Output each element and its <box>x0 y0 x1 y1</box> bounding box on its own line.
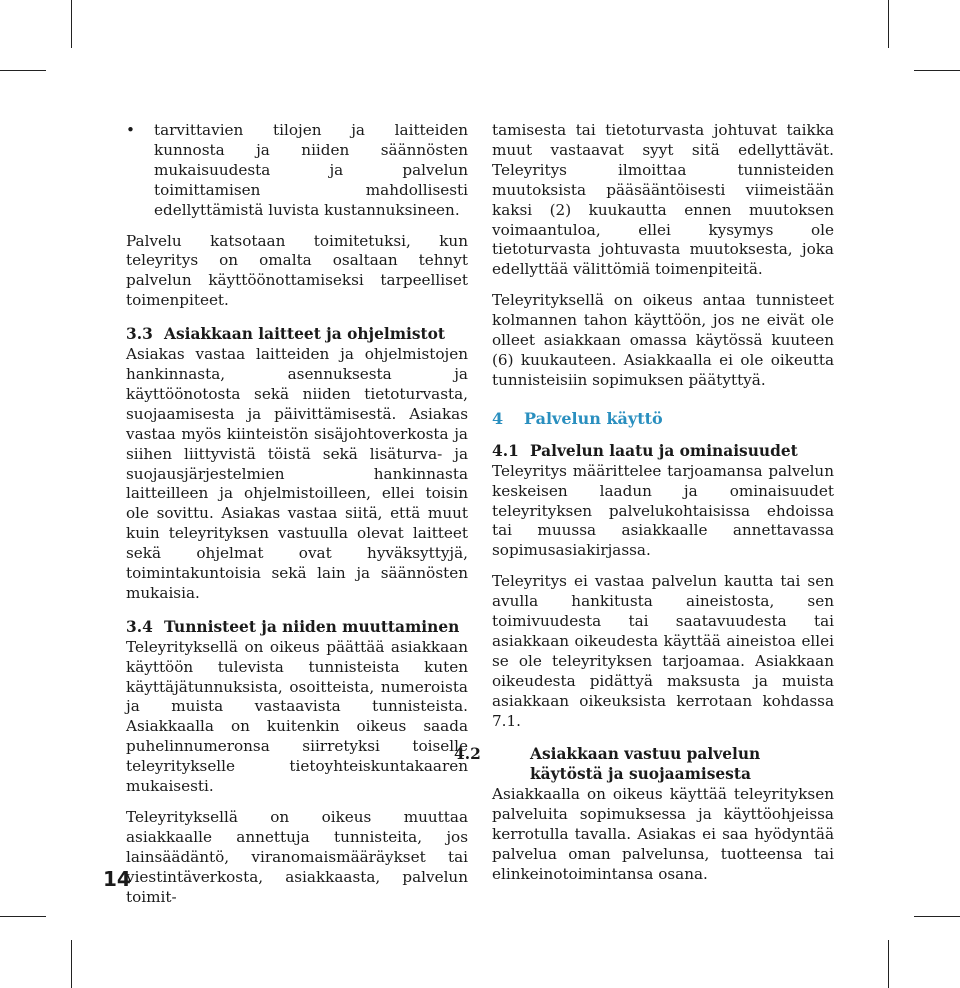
section-title: Palvelun käyttö <box>524 408 663 428</box>
section-heading-4-2 <box>454 745 834 785</box>
section-title: Asiakkaan vastuu palvelun käytöstä ja suojaamisesta <box>530 745 761 784</box>
crop-mark <box>888 0 889 48</box>
crop-mark <box>914 916 960 917</box>
crop-mark <box>71 0 72 48</box>
paragraph: Asiakas vastaa laitteiden ja ohjelmistojen hankinnasta, asennuksesta ja käyttöönotosta sekä niiden tietoturvasta, suojaamisesta ja päivittämisestä. Asiakas vastaa myös kiinteistön sisäjohtoverkosta ja siihen liittyvistä töistä sekä lisäturva- ja suojausjärjestelmien hankinnasta laitteilleen ja ohjelmistoilleen, ellei toisin ole sovittu. Asiakas vastaa siitä, että muut kuin teleyrityksen vastuulla olevat laitteet sekä ohjelmat ovat hyväksyttyjä, toimintakuntoisia sekä lain ja säännösten mukaisia. <box>126 345 468 602</box>
bullet-text: tarvittavien tilojen ja laitteiden kunnosta ja niiden säännösten mukaisuudesta ja palvelun toimittamisen mahdollisesti edellyttämistä luvista kustannuksineen. <box>154 121 468 219</box>
section-heading-4 <box>492 409 834 429</box>
section-title: Tunnisteet ja niiden muuttaminen <box>164 617 460 636</box>
section-number: 4.2 <box>454 745 481 764</box>
paragraph: Palvelu katsotaan toimitetuksi, kun teleyritys on omalta osaltaan tehnyt palvelun käyttöönottamiseksi tarpeelliset toimenpiteet. <box>126 231 468 310</box>
right-column <box>454 121 834 885</box>
paragraph: tamisesta tai tietoturvasta johtuvat taikka muut vastaavat syyt sitä edellyttävät. Teleyritys ilmoittaa tunnisteiden muutoksista pääsääntöisesti viimeistään kaksi (2) kuukautta ennen muutoksen voimaantuloa, ellei kysymys ole tietoturvasta johtuvasta muutoksesta, joka edellyttää välittömiä toimenpiteitä. <box>492 121 834 279</box>
section-heading-4-1 <box>492 442 834 462</box>
section-number: 3.3 <box>126 325 153 344</box>
bullet-dot: • <box>126 121 135 139</box>
section-title: Palvelun laatu ja ominaisuudet <box>530 441 798 460</box>
bullet-item <box>126 121 468 221</box>
section-number: 4 <box>492 408 504 428</box>
paragraph: Teleyrityksellä on oikeus antaa tunnisteet kolmannen tahon käyttöön, jos ne eivät ole olleet asiakkaan omassa käytössä kuuteen (6) kuukauteen. Asiakkaalla ei ole oikeutta tunnisteisiin sopimuksen päätyttyä. <box>492 291 834 389</box>
section-heading-3-3 <box>126 325 468 345</box>
crop-mark <box>0 916 46 917</box>
left-column <box>126 121 468 908</box>
page-number: 14 <box>103 867 131 891</box>
crop-mark <box>888 940 889 988</box>
section-title: Asiakkaan laitteet ja ohjelmistot <box>164 325 446 344</box>
paragraph: Teleyrityksellä on oikeus päättää asiakkaan käyttöön tulevista tunnisteista kuten käyttäjätunnuksista, osoitteista, numeroista ja muista vastaavista tunnisteista. Asiakkaalla on kuitenkin oikeus saada puhelinnumeronsa siirretyksi toiselle teleyritykselle tietoyhteiskuntakaaren mukaisesti. <box>126 637 468 796</box>
section-heading-3-4 <box>126 618 468 638</box>
paragraph: Teleyritys määrittelee tarjoamansa palvelun keskeisen laadun ja ominaisuudet teleyrityksen palvelukohtaisissa ehdoissa tai muussa asiakkaalle annettavassa sopimusasiakirjassa. <box>492 461 834 560</box>
crop-mark <box>914 70 960 71</box>
crop-mark <box>71 940 72 988</box>
section-number: 3.4 <box>126 617 153 636</box>
crop-mark <box>0 70 46 71</box>
paragraph: Teleyritys ei vastaa palvelun kautta tai sen avulla hankitusta aineistosta, sen toimivuudesta tai saatavuudesta tai asiakkaan oikeudesta käyttää aineistoa ellei se ole teleyrityksen tarjoamaa. Asiakkaan oikeudesta pidättyä maksusta ja muista asiakkaan oikeuksista kerrotaan kohdassa 7.1. <box>492 572 834 730</box>
paragraph: Asiakkaalla on oikeus käyttää teleyrityksen palveluita sopimuksessa ja käyttöohjeissa kerrotulla tavalla. Asiakas ei saa hyödyntää palvelua oman palvelunsa, tuotteensa tai elinkeinotoimintansa osana. <box>492 785 834 883</box>
paragraph: Teleyrityksellä on oikeus muuttaa asiakkaalle annettuja tunnisteita, jos lainsäädäntö, viranomaismääräykset tai viestintäverkosta, asiakkaasta, palvelun toimit- <box>126 808 468 906</box>
section-number: 4.1 <box>492 441 519 460</box>
